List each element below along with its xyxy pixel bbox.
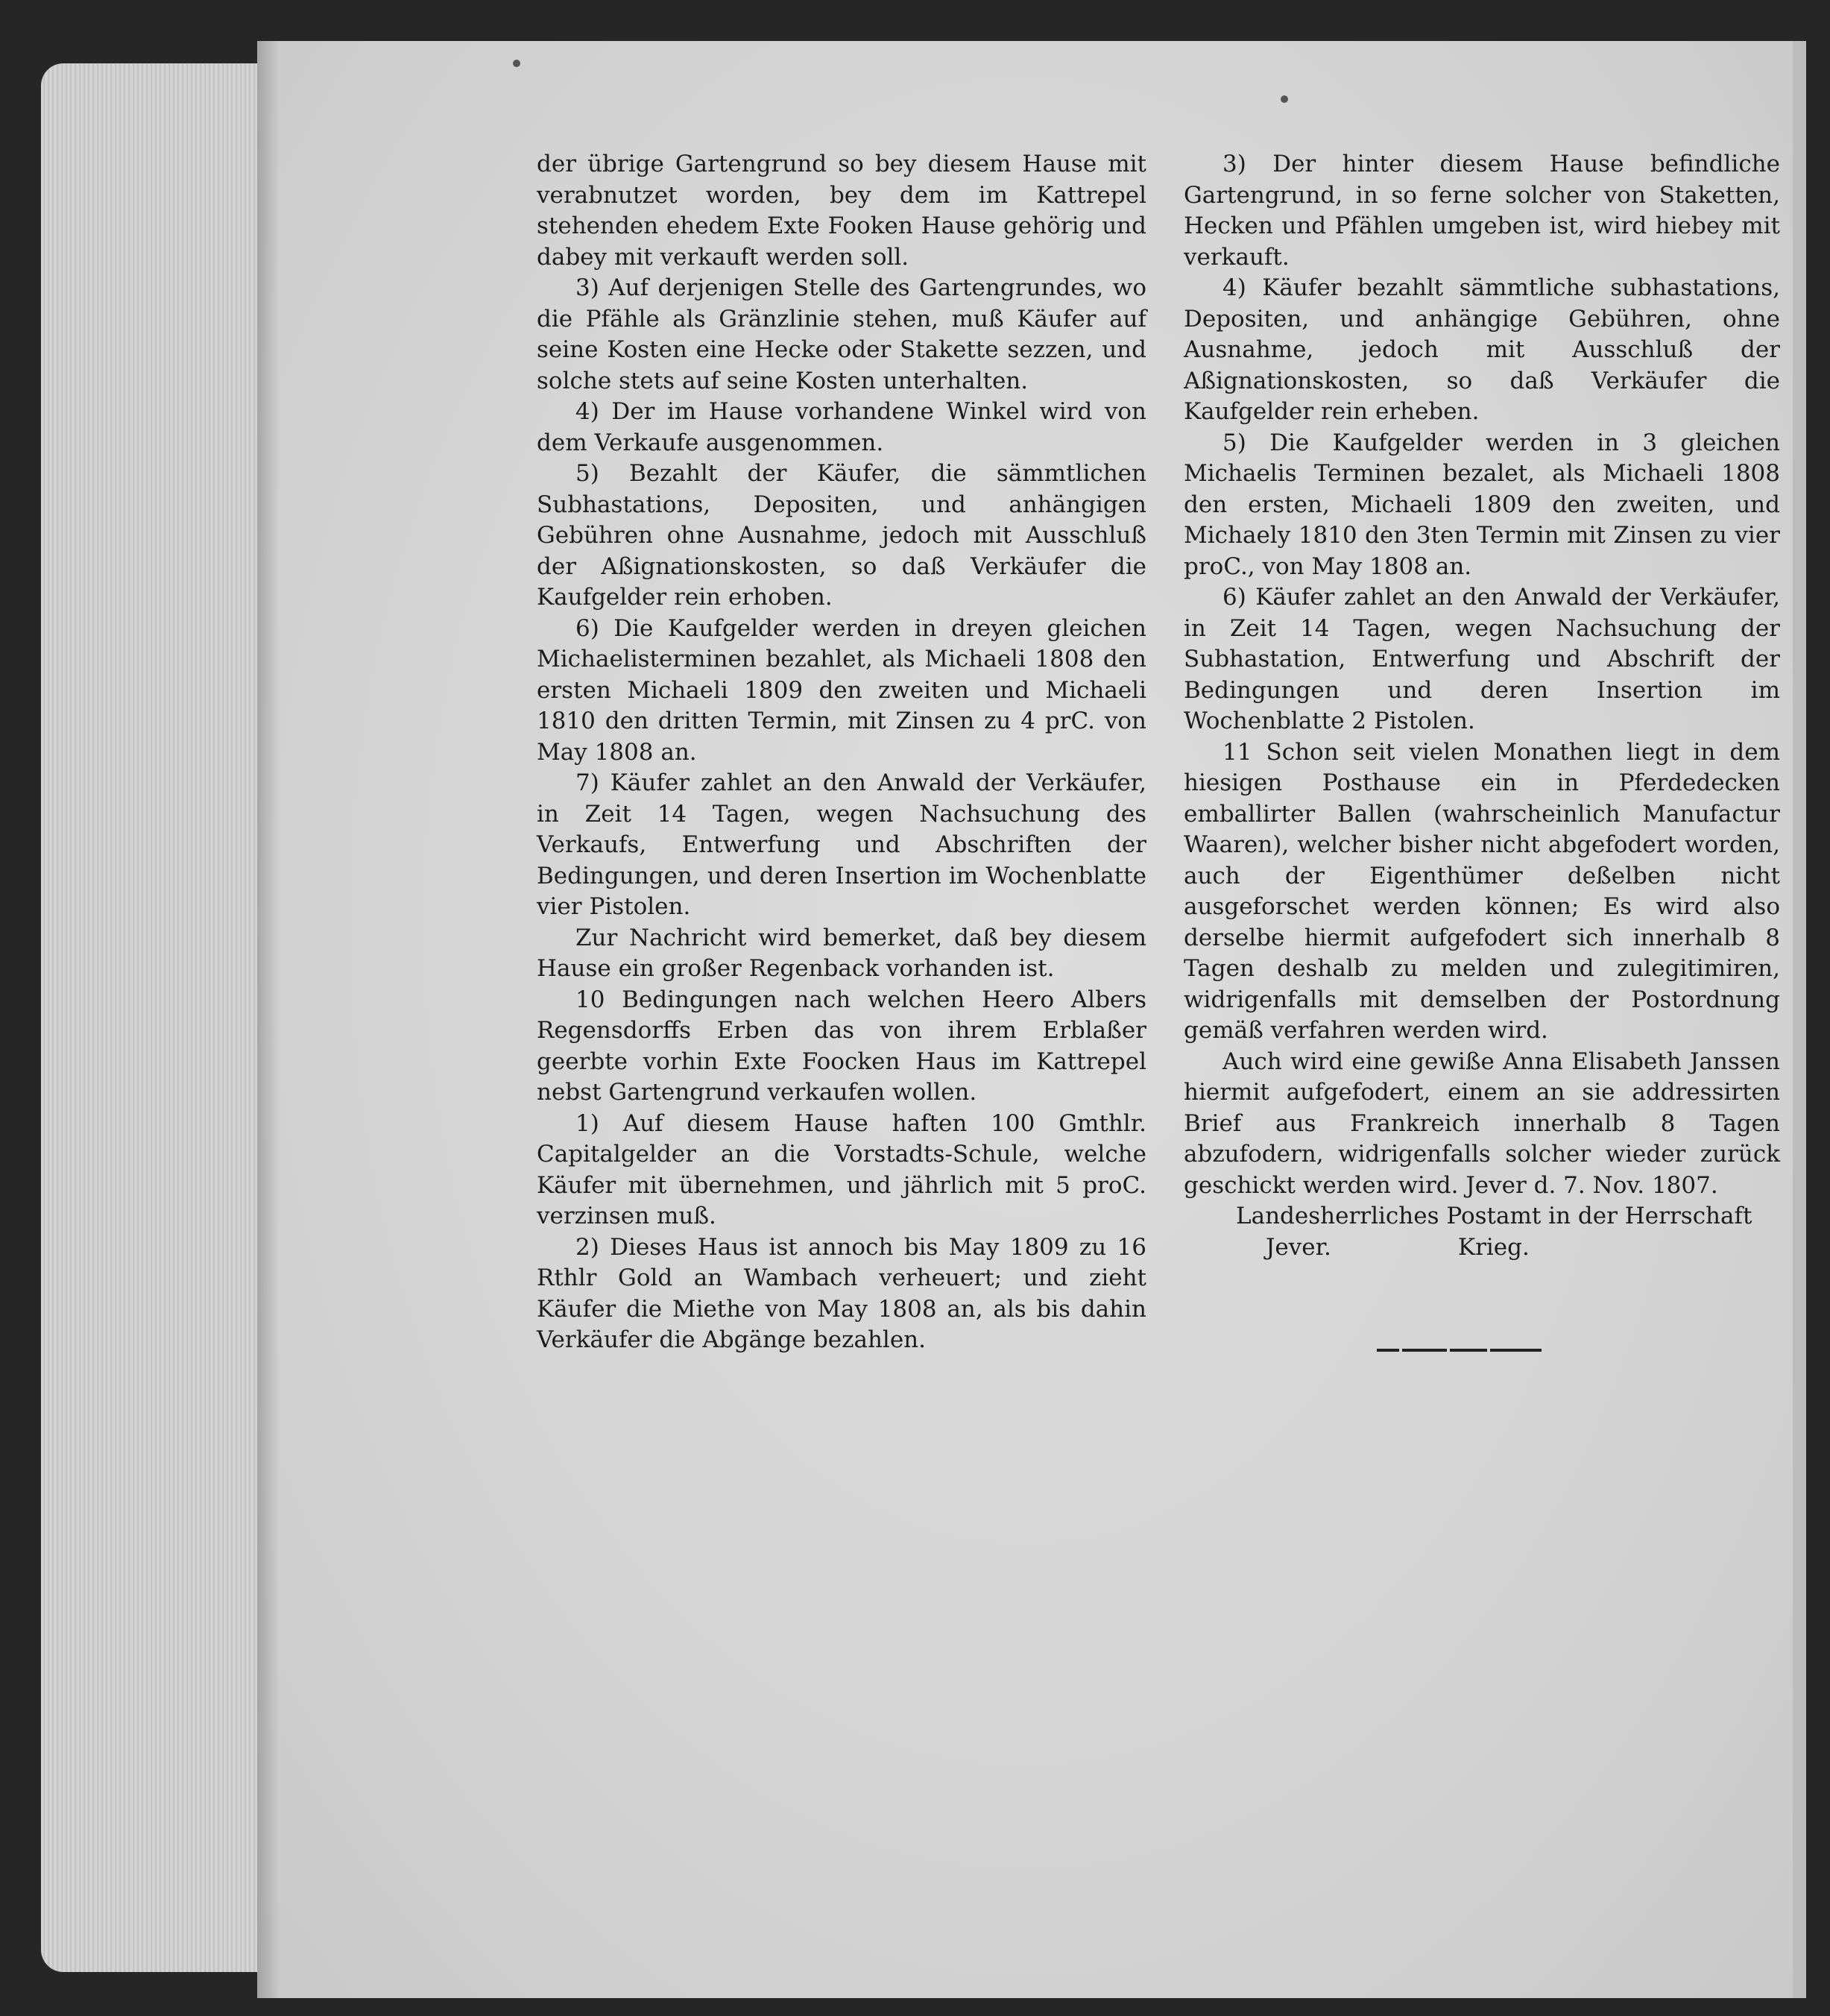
signature-office: Landesherrliches Postamt in der Herrschaft bbox=[1236, 1203, 1752, 1229]
paragraph: 10 Bedingungen nach welchen Heero Albers Regensdorffs Erben das von ihrem Erblaßer geerbte vorhin Exte Foocken Haus im Kattrepel nebst Gartengrund verkaufen wollen. bbox=[537, 986, 1146, 1106]
signature-place: Jever. bbox=[1266, 1233, 1331, 1261]
paragraph: 6) Käufer zahlet an den Anwald der Verkäufer, in Zeit 14 Tagen, wegen Nachsuchung der Subhastation, Entwerfung und Abschrift der Bedingungen und deren Insertion im Wochenblatte 2 Pistolen. bbox=[1184, 584, 1780, 734]
gutter-shadow bbox=[257, 41, 280, 1998]
paragraph: 5) Bezahlt der Käufer, die sämmtlichen Subhastations, Depositen, und anhängigen Gebühren ohne Ausnahme, jedoch mit Ausschluß der Aßignationskosten, so daß Verkäufer die Kaufgelder rein erhoben. bbox=[537, 460, 1146, 611]
signature-line bbox=[1184, 1232, 1780, 1264]
paragraph: 1) Auf diesem Hause haften 100 Gmthlr. Capitalgelder an die Vorstadts-Schule, welche Käufer mit übernehmen, und jährlich mit 5 proC. verzinsen muß. bbox=[537, 1109, 1146, 1229]
paragraph: 11 Schon seit vielen Monathen liegt in dem hiesigen Posthause ein in Pferdedecken emballirter Ballen (wahrscheinlich Manufactur Waaren), welcher bisher nicht abgefodert worden, auch der Eigenthümer deßelben nicht ausgeforschet werden können; Es wird also derselbe hiermit aufgefodert sich innerhalb 8 Tagen deshalb zu melden und zulegitimiren, widrigenfalls mit demselben der Postordnung gemäß verfahren werden wird. bbox=[1184, 738, 1780, 1044]
paragraph: 2) Dieses Haus ist annoch bis May 1809 zu 16 Rthlr Gold an Wambach verheuert; und zieht Käufer die Miethe von May 1808 an, als bis dahin Verkäufer die Abgänge bezahlen. bbox=[537, 1233, 1146, 1353]
paragraph: 7) Käufer zahlet an den Anwald der Verkäufer, in Zeit 14 Tagen, wegen Nachsuchung des Verkaufs, Entwerfung und Abschriften der Bedingungen, und deren Insertion im Wochenblatte vier Pistolen. bbox=[537, 769, 1146, 920]
paragraph: 3) Der hinter diesem Hause befindliche Gartengrund, in so ferne solcher von Staketten, Hecken und Pfählen umgeben ist, wird hiebey mit verkauft. bbox=[1184, 151, 1780, 271]
paragraph: 5) Die Kaufgelder werden in 3 gleichen Michaelis Terminen bezalet, als Michaeli 1808 den ersten, Michaeli 1809 den zweiten, und Michaely 1810 den 3ten Termin mit Zinsen zu vier proC., von May 1808 an. bbox=[1184, 429, 1780, 580]
paragraph: Zur Nachricht wird bemerket, daß bey diesem Hause ein großer Regenback vorhanden ist. bbox=[537, 924, 1146, 982]
section-divider-ornament bbox=[1375, 1346, 1543, 1354]
right-text-column bbox=[1184, 149, 1780, 1263]
paragraph: 4) Der im Hause vorhandene Winkel wird von dem Verkaufe ausgenommen. bbox=[537, 398, 1146, 456]
left-text-column bbox=[537, 149, 1146, 1356]
right-paragraphs bbox=[1184, 149, 1780, 1201]
paragraph: 3) Auf derjenigen Stelle des Gartengrundes, wo die Pfähle als Gränzlinie stehen, muß Käufer auf seine Kosten eine Hecke oder Stakette sezzen, und solche stets auf seine Kosten unterhalten. bbox=[537, 274, 1146, 394]
paragraph: 4) Käufer bezahlt sämmtliche subhastations, Depositen, und anhängige Gebühren, ohne Ausnahme, jedoch mit Ausschluß der Aßignationskosten, so daß Verkäufer die Kaufgelder rein erheben. bbox=[1184, 274, 1780, 425]
paragraph: 6) Die Kaufgelder werden in dreyen gleichen Michaelisterminen bezahlet, als Michaeli 1808 den ersten Michaeli 1809 den zweiten und Michaeli 1810 den dritten Termin, mit Zinsen zu 4 prC. von May 1808 an. bbox=[537, 614, 1146, 766]
paragraph: Auch wird eine gewiße Anna Elisabeth Janssen hiermit aufgefodert, einem an sie addressirten Brief aus Frankreich innerhalb 8 Tagen abzufodern, widrigenfalls solcher wieder zurück geschickt werden wird. Jever d. 7. Nov. 1807. bbox=[1184, 1048, 1780, 1199]
paragraph: der übrige Gartengrund so bey diesem Hause mit verabnutzet worden, bey dem im Kattrepel stehenden ehedem Exte Fooken Hause gehörig und dabey mit verkauft werden soll. bbox=[537, 151, 1146, 271]
signature-name: Krieg. bbox=[1457, 1233, 1530, 1261]
ink-speck bbox=[1281, 95, 1288, 103]
book-page-edges bbox=[41, 63, 265, 1972]
ink-speck bbox=[513, 60, 520, 67]
